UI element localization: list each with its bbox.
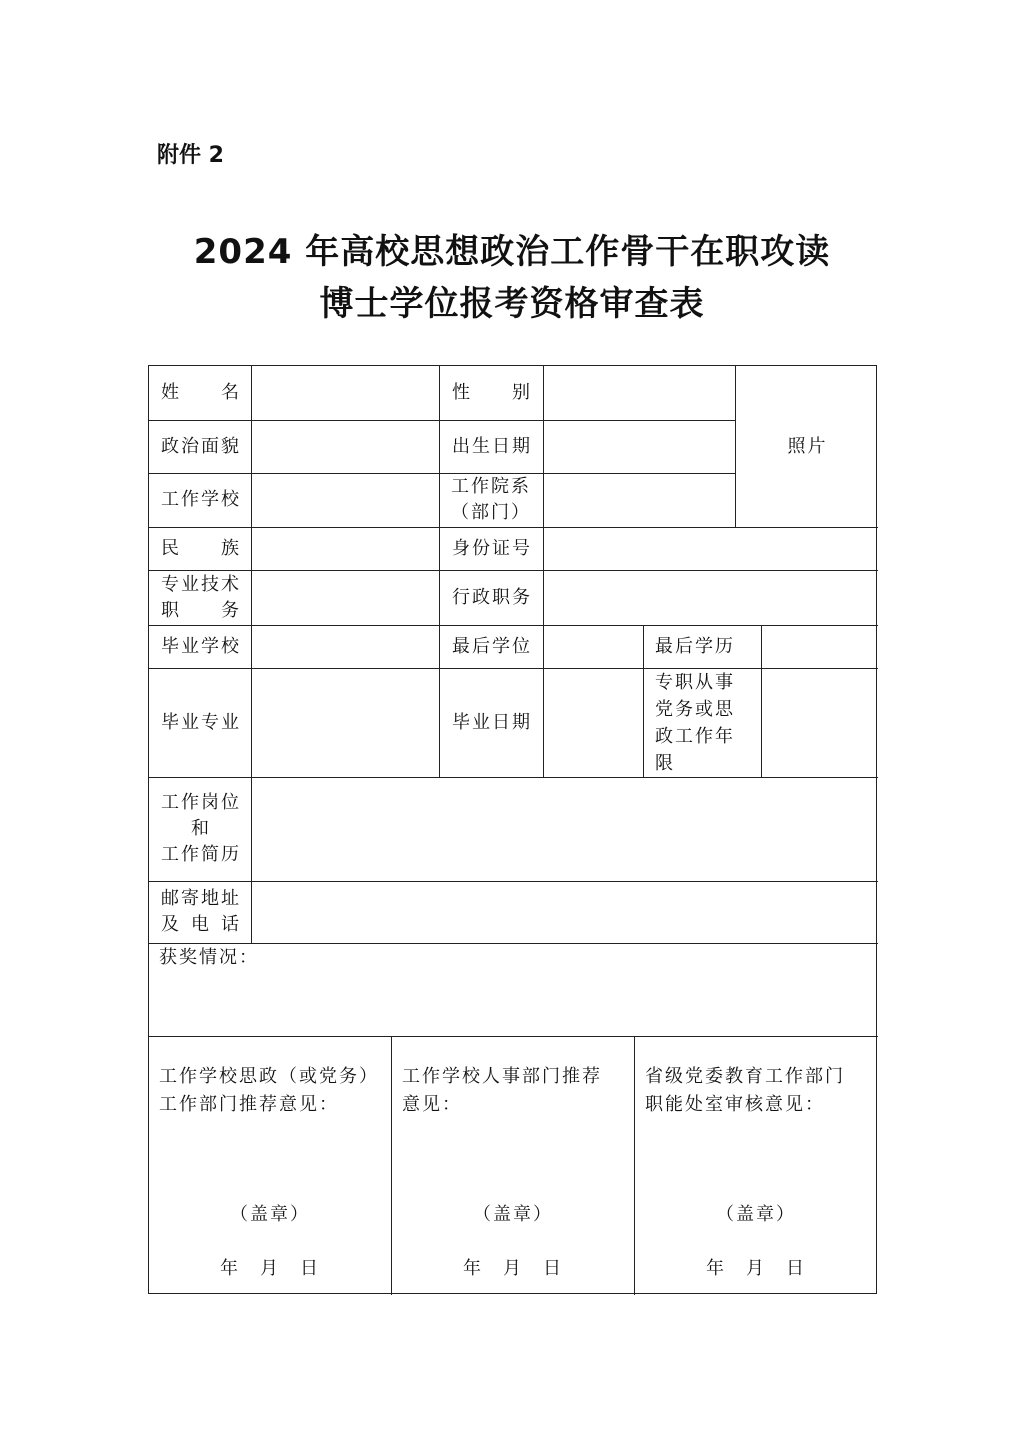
input-awards[interactable] — [149, 970, 878, 1036]
label-ethnicity: 民 族 — [161, 537, 241, 559]
label-last-degree: 最后学位 — [452, 635, 532, 657]
label-party-work-years: 专职从事 党务或思 政工作年 限 — [655, 671, 735, 774]
opinion-school-hr-text: 工作学校人事部门推荐 意见： — [402, 1066, 602, 1115]
input-last-education[interactable] — [763, 625, 878, 668]
input-last-degree[interactable] — [545, 625, 641, 668]
input-post-resume[interactable] — [253, 777, 878, 881]
opinion-school-party-seal: （盖章） — [230, 1204, 310, 1225]
input-department[interactable] — [545, 473, 733, 527]
label-department: 工作院系 （部门） — [451, 476, 531, 523]
opinion-school-hr-seal: （盖章） — [473, 1204, 553, 1225]
input-address-phone[interactable] — [253, 881, 878, 943]
input-admin-post[interactable] — [545, 570, 878, 625]
opinion-provincial-date: 年 月 日 — [706, 1258, 806, 1279]
input-political-status[interactable] — [253, 420, 437, 473]
opinion-school-party-text: 工作学校思政（或党务） 工作部门推荐意见： — [159, 1066, 379, 1115]
input-id-number[interactable] — [545, 527, 878, 570]
label-address-phone: 邮寄地址 及电话 — [161, 888, 241, 935]
photo-cell[interactable]: 照片 — [787, 435, 828, 457]
label-name: 姓 名 — [161, 382, 241, 403]
input-party-work-years[interactable] — [763, 668, 878, 777]
input-grad-major[interactable] — [253, 668, 437, 777]
input-ethnicity[interactable] — [253, 527, 437, 570]
form-title-line2: 博士学位报考资格审查表 — [319, 284, 705, 324]
opinion-provincial-seal: （盖章） — [716, 1204, 796, 1225]
opinion-provincial-text: 省级党委教育工作部门 职能处室审核意见： — [645, 1066, 845, 1115]
label-birth-date: 出生日期 — [452, 435, 532, 457]
label-political-status: 政治面貌 — [161, 435, 241, 457]
opinion-school-party-date: 年 月 日 — [220, 1258, 320, 1279]
label-last-education: 最后学历 — [655, 635, 735, 657]
input-gender[interactable] — [545, 366, 733, 420]
label-gender: 性 别 — [452, 382, 532, 403]
form-title-line1: 2024 年高校思想政治工作骨干在职攻读 — [193, 232, 831, 272]
label-awards: 获奖情况： — [159, 947, 259, 968]
input-birth-date[interactable] — [545, 420, 733, 473]
input-grad-date[interactable] — [545, 668, 641, 777]
attachment-label: 附件 2 — [157, 143, 224, 168]
label-id-number: 身份证号 — [452, 537, 532, 559]
input-name[interactable] — [253, 366, 437, 420]
opinion-school-hr-date: 年 月 日 — [463, 1258, 563, 1279]
input-professional-title[interactable] — [253, 570, 437, 625]
label-work-school: 工作学校 — [161, 489, 241, 510]
input-work-school[interactable] — [253, 473, 437, 527]
label-grad-date: 毕业日期 — [452, 711, 532, 733]
label-admin-post: 行政职务 — [452, 586, 532, 608]
label-grad-school: 毕业学校 — [161, 635, 241, 657]
input-grad-school[interactable] — [253, 625, 437, 668]
label-post-resume: 工作岗位 和 工作简历 — [161, 792, 241, 865]
label-professional-title: 专业技术 职 务 — [161, 573, 241, 621]
label-grad-major: 毕业专业 — [161, 711, 241, 733]
qualification-review-form — [148, 365, 877, 1294]
